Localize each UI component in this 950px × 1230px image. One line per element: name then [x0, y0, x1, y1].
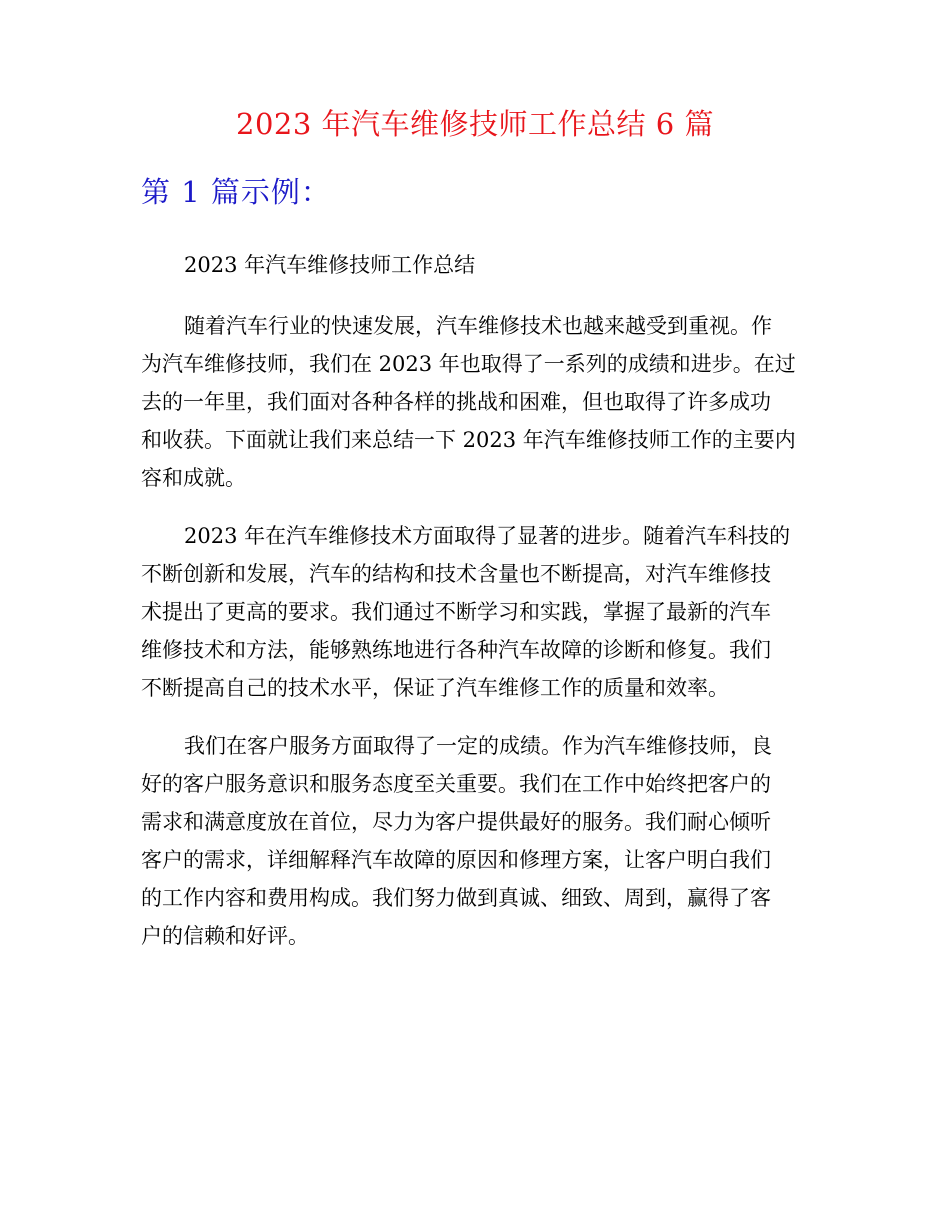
paragraph-line: 客户的需求，详细解释汽车故障的原因和修理方案，让客户明白我们: [141, 848, 771, 872]
paragraph-line: 不断创新和发展，汽车的结构和技术含量也不断提高，对汽车维修技: [141, 562, 771, 586]
document-body: [141, 307, 821, 975]
paragraph-line: 维修技术和方法，能够熟练地进行各种汽车故障的诊断和修复。我们: [141, 638, 771, 662]
paragraph-line: 2023 年在汽车维修技术方面取得了显著的进步。随着汽车科技的: [184, 524, 791, 548]
paragraph-line: 随着汽车行业的快速发展，汽车维修技术也越来越受到重视。作: [184, 314, 772, 338]
paragraph-line: 好的客户服务意识和服务态度至关重要。我们在工作中始终把客户的: [141, 772, 771, 796]
paragraph-line: 术提出了更高的要求。我们通过不断学习和实践，掌握了最新的汽车: [141, 600, 771, 624]
paragraph-line: 不断提高自己的技术水平，保证了汽车维修工作的质量和效率。: [141, 676, 729, 700]
paragraph: [141, 307, 821, 497]
paragraph-line: 户的信赖和好评。: [141, 924, 309, 948]
paragraph-line: 的工作内容和费用构成。我们努力做到真诚、细致、周到，赢得了客: [141, 886, 771, 910]
paragraph: [141, 727, 821, 955]
paragraph-line: 去的一年里，我们面对各种各样的挑战和困难，但也取得了许多成功: [141, 390, 771, 414]
paragraph-line: 为汽车维修技师，我们在 2023 年也取得了一系列的成绩和进步。在过: [141, 352, 796, 376]
document-title: 2023 年汽车维修技师工作总结 6 篇: [236, 107, 714, 141]
paragraph-line: 和收获。下面就让我们来总结一下 2023 年汽车维修技师工作的主要内: [141, 428, 796, 452]
paragraph-line: 容和成就。: [141, 466, 246, 490]
paragraph-line: 需求和满意度放在首位，尽力为客户提供最好的服务。我们耐心倾听: [141, 810, 771, 834]
article-subtitle: 2023 年汽车维修技师工作总结: [184, 253, 476, 277]
section-heading: 第 1 篇示例：: [141, 175, 331, 209]
paragraph: [141, 517, 821, 707]
paragraph-line: 我们在客户服务方面取得了一定的成绩。作为汽车维修技师，良: [184, 734, 772, 758]
